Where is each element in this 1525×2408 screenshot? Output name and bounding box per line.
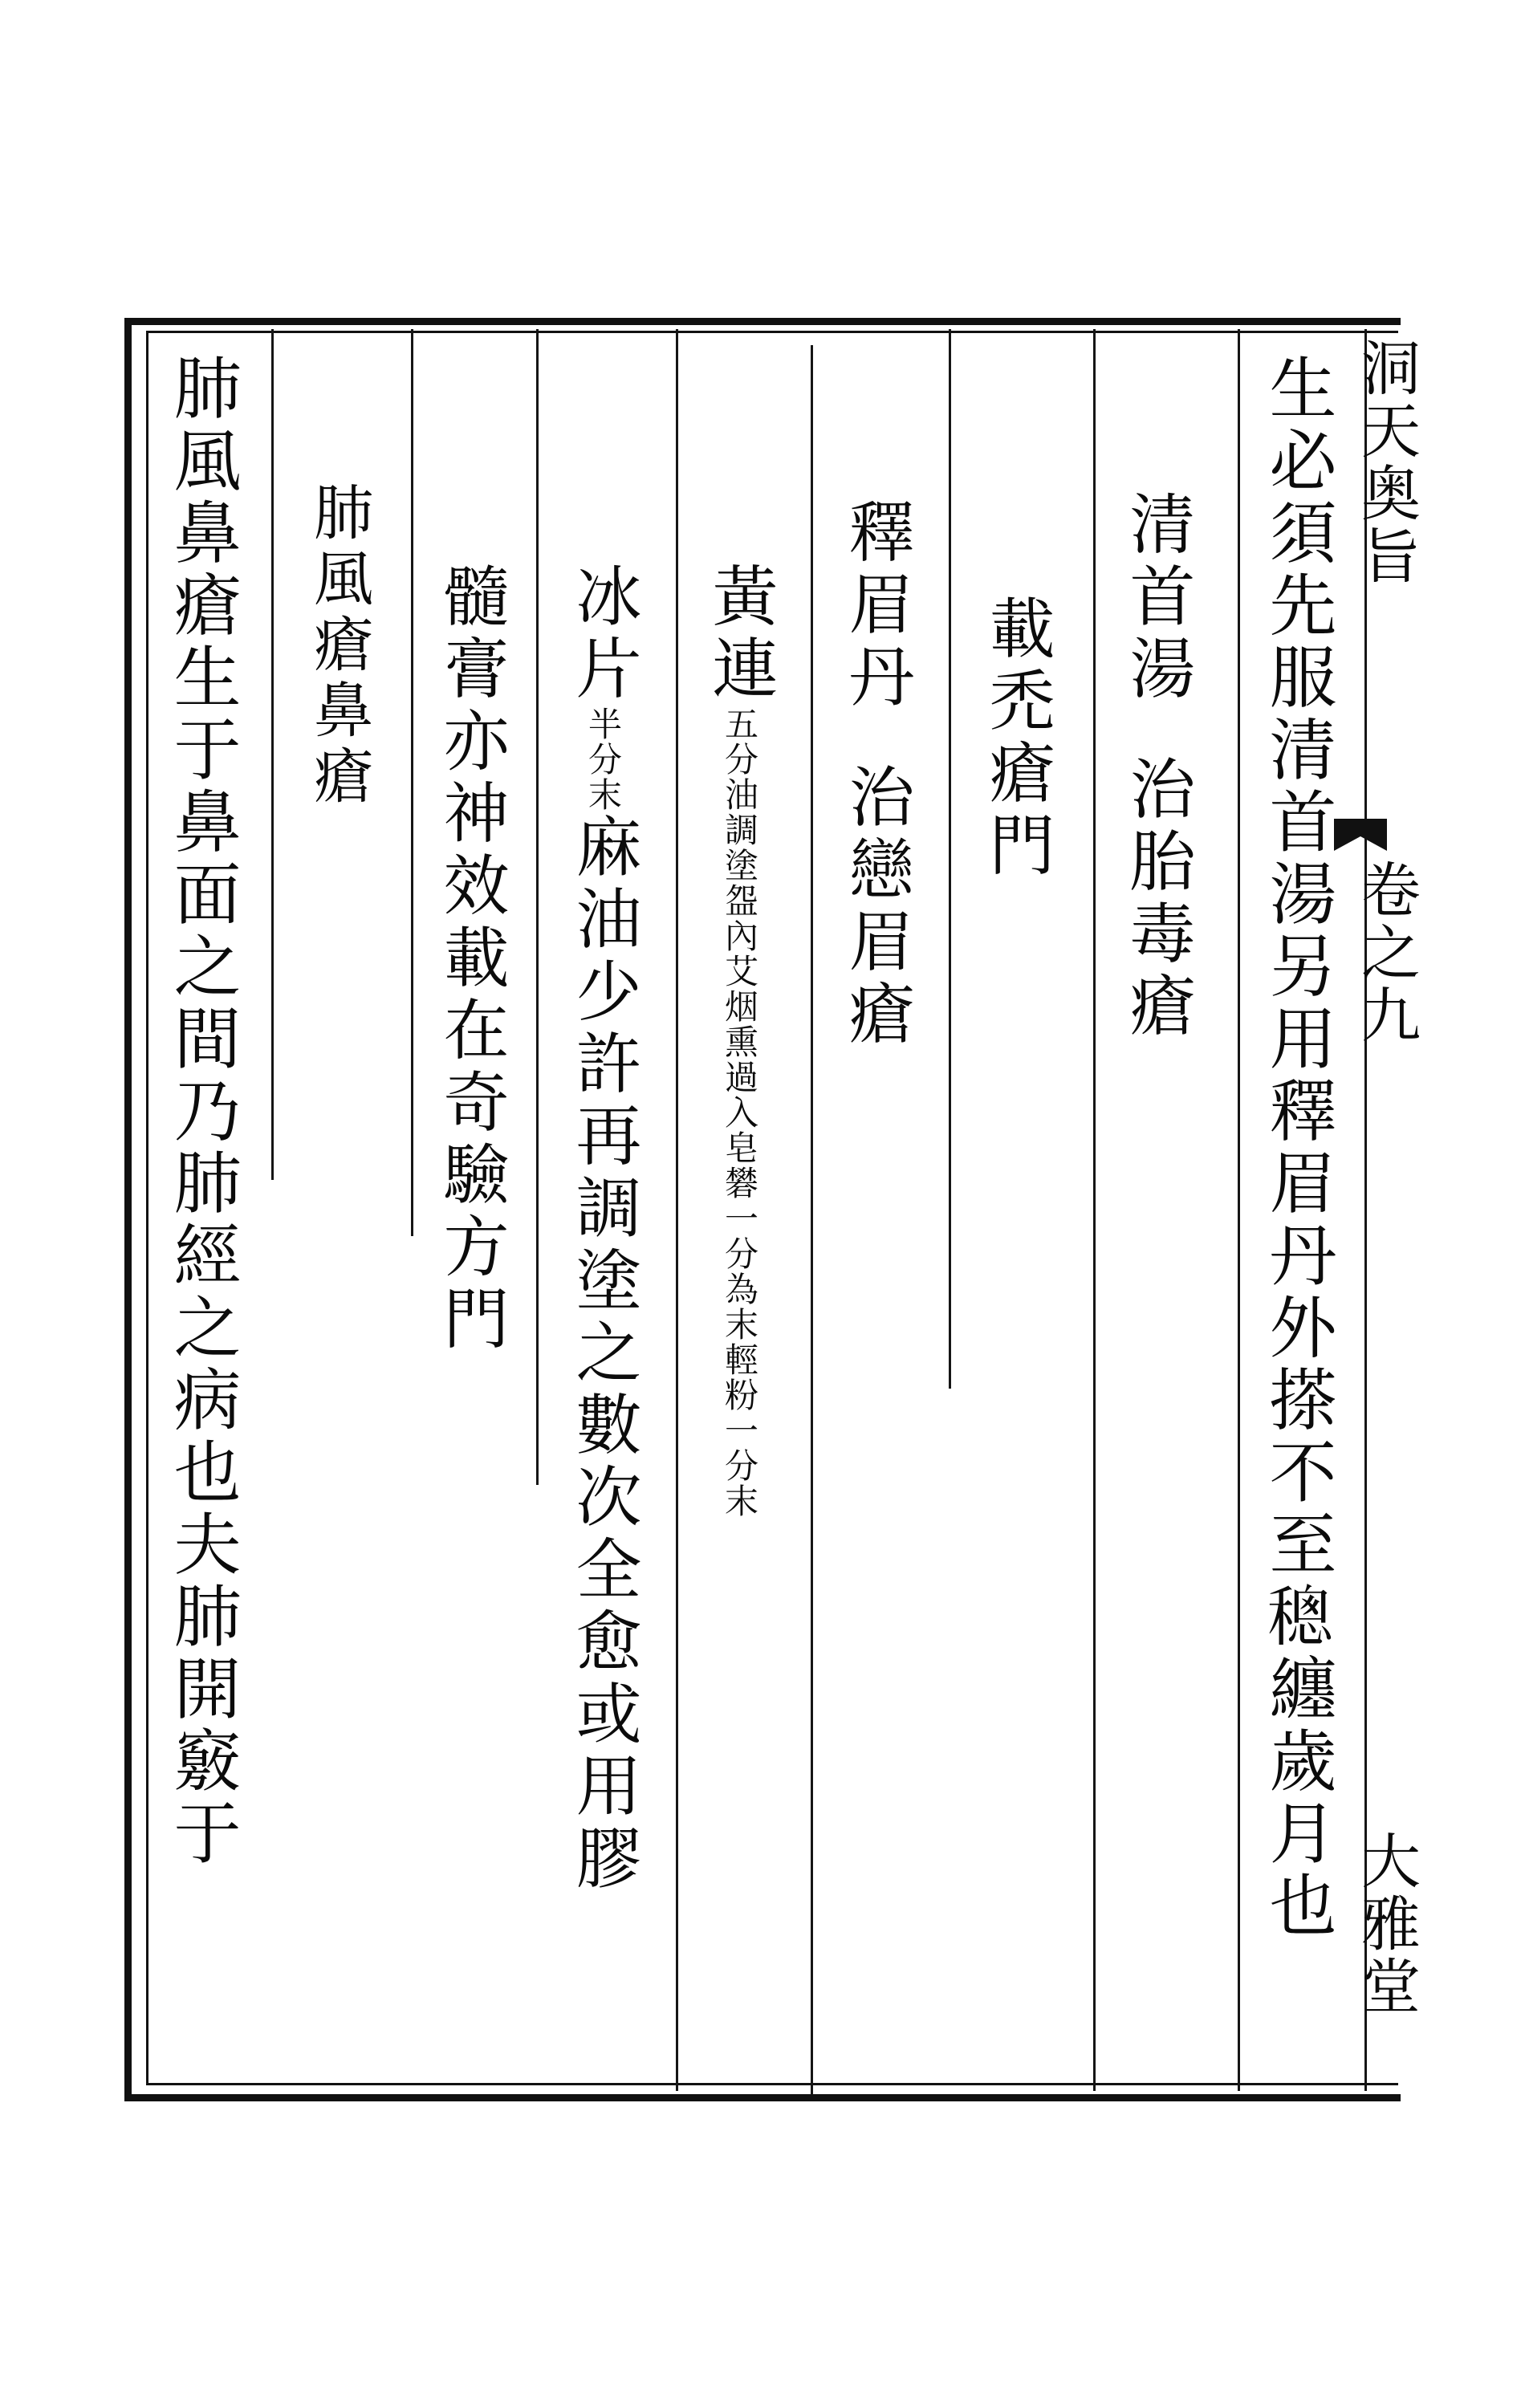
column-rule (811, 345, 813, 2095)
column-text: 肺風鼻瘡生于鼻面之間乃肺經之病也夫肺開竅于 (163, 353, 242, 1870)
ingredient-column (565, 562, 641, 1896)
column-rule (271, 329, 274, 1180)
ingredient-name: 冰片 (565, 562, 641, 706)
prescription-indication: 治胎毒瘡 (1119, 755, 1195, 1043)
column-rule (949, 329, 951, 1389)
text-column (163, 353, 242, 1870)
prescription-name: 清首湯 (1119, 490, 1195, 706)
ingredient-note: 末 (720, 1483, 759, 1519)
column-text: 髓膏亦神效載在奇驗方門 (433, 562, 509, 1357)
ingredient-dose: 一分 (720, 1413, 759, 1483)
text-column (1259, 353, 1337, 1942)
column-rule (676, 329, 678, 2091)
cross-reference-text: 載禿瘡門 (978, 594, 1055, 883)
ingredient-dose: 一分 (720, 1201, 759, 1271)
prescription-heading-column (1119, 490, 1195, 1043)
ingredient-note: 半分末 (584, 706, 623, 812)
ingredient-instructions: 麻油少許再調塗之數次全愈或用膠 (565, 812, 641, 1896)
column-rule (1238, 329, 1240, 2091)
ingredient-column (702, 562, 778, 1519)
prescription-heading-column (838, 498, 914, 1051)
column-rule (536, 329, 539, 1485)
banxin-book-title: 洞天奥旨 (1352, 337, 1421, 588)
column-rule (1093, 329, 1096, 2091)
ingredient-name: 黃連 (702, 562, 778, 706)
prescription-indication: 治戀眉瘡 (838, 763, 914, 1051)
ingredient-note: 五分油調塗盌內艾烟熏過入皂礬 (720, 706, 759, 1201)
ingredient-note: 為末輕粉 (720, 1271, 759, 1413)
column-rule (411, 329, 413, 1236)
banxin-publisher: 大雅堂 (1352, 1830, 1421, 2018)
prescription-name: 釋眉丹 (838, 498, 914, 714)
section-heading: 肺風瘡鼻瘡 (304, 482, 373, 811)
banxin-volume: 卷之九 (1352, 859, 1421, 1047)
column-text: 生必須先服清首湯另用釋眉丹外搽不至𥡥纏歲月也 (1259, 353, 1337, 1942)
cross-reference-column (978, 594, 1055, 883)
section-heading-column (304, 482, 373, 811)
text-column (433, 562, 509, 1357)
column-rule (1364, 329, 1367, 2091)
